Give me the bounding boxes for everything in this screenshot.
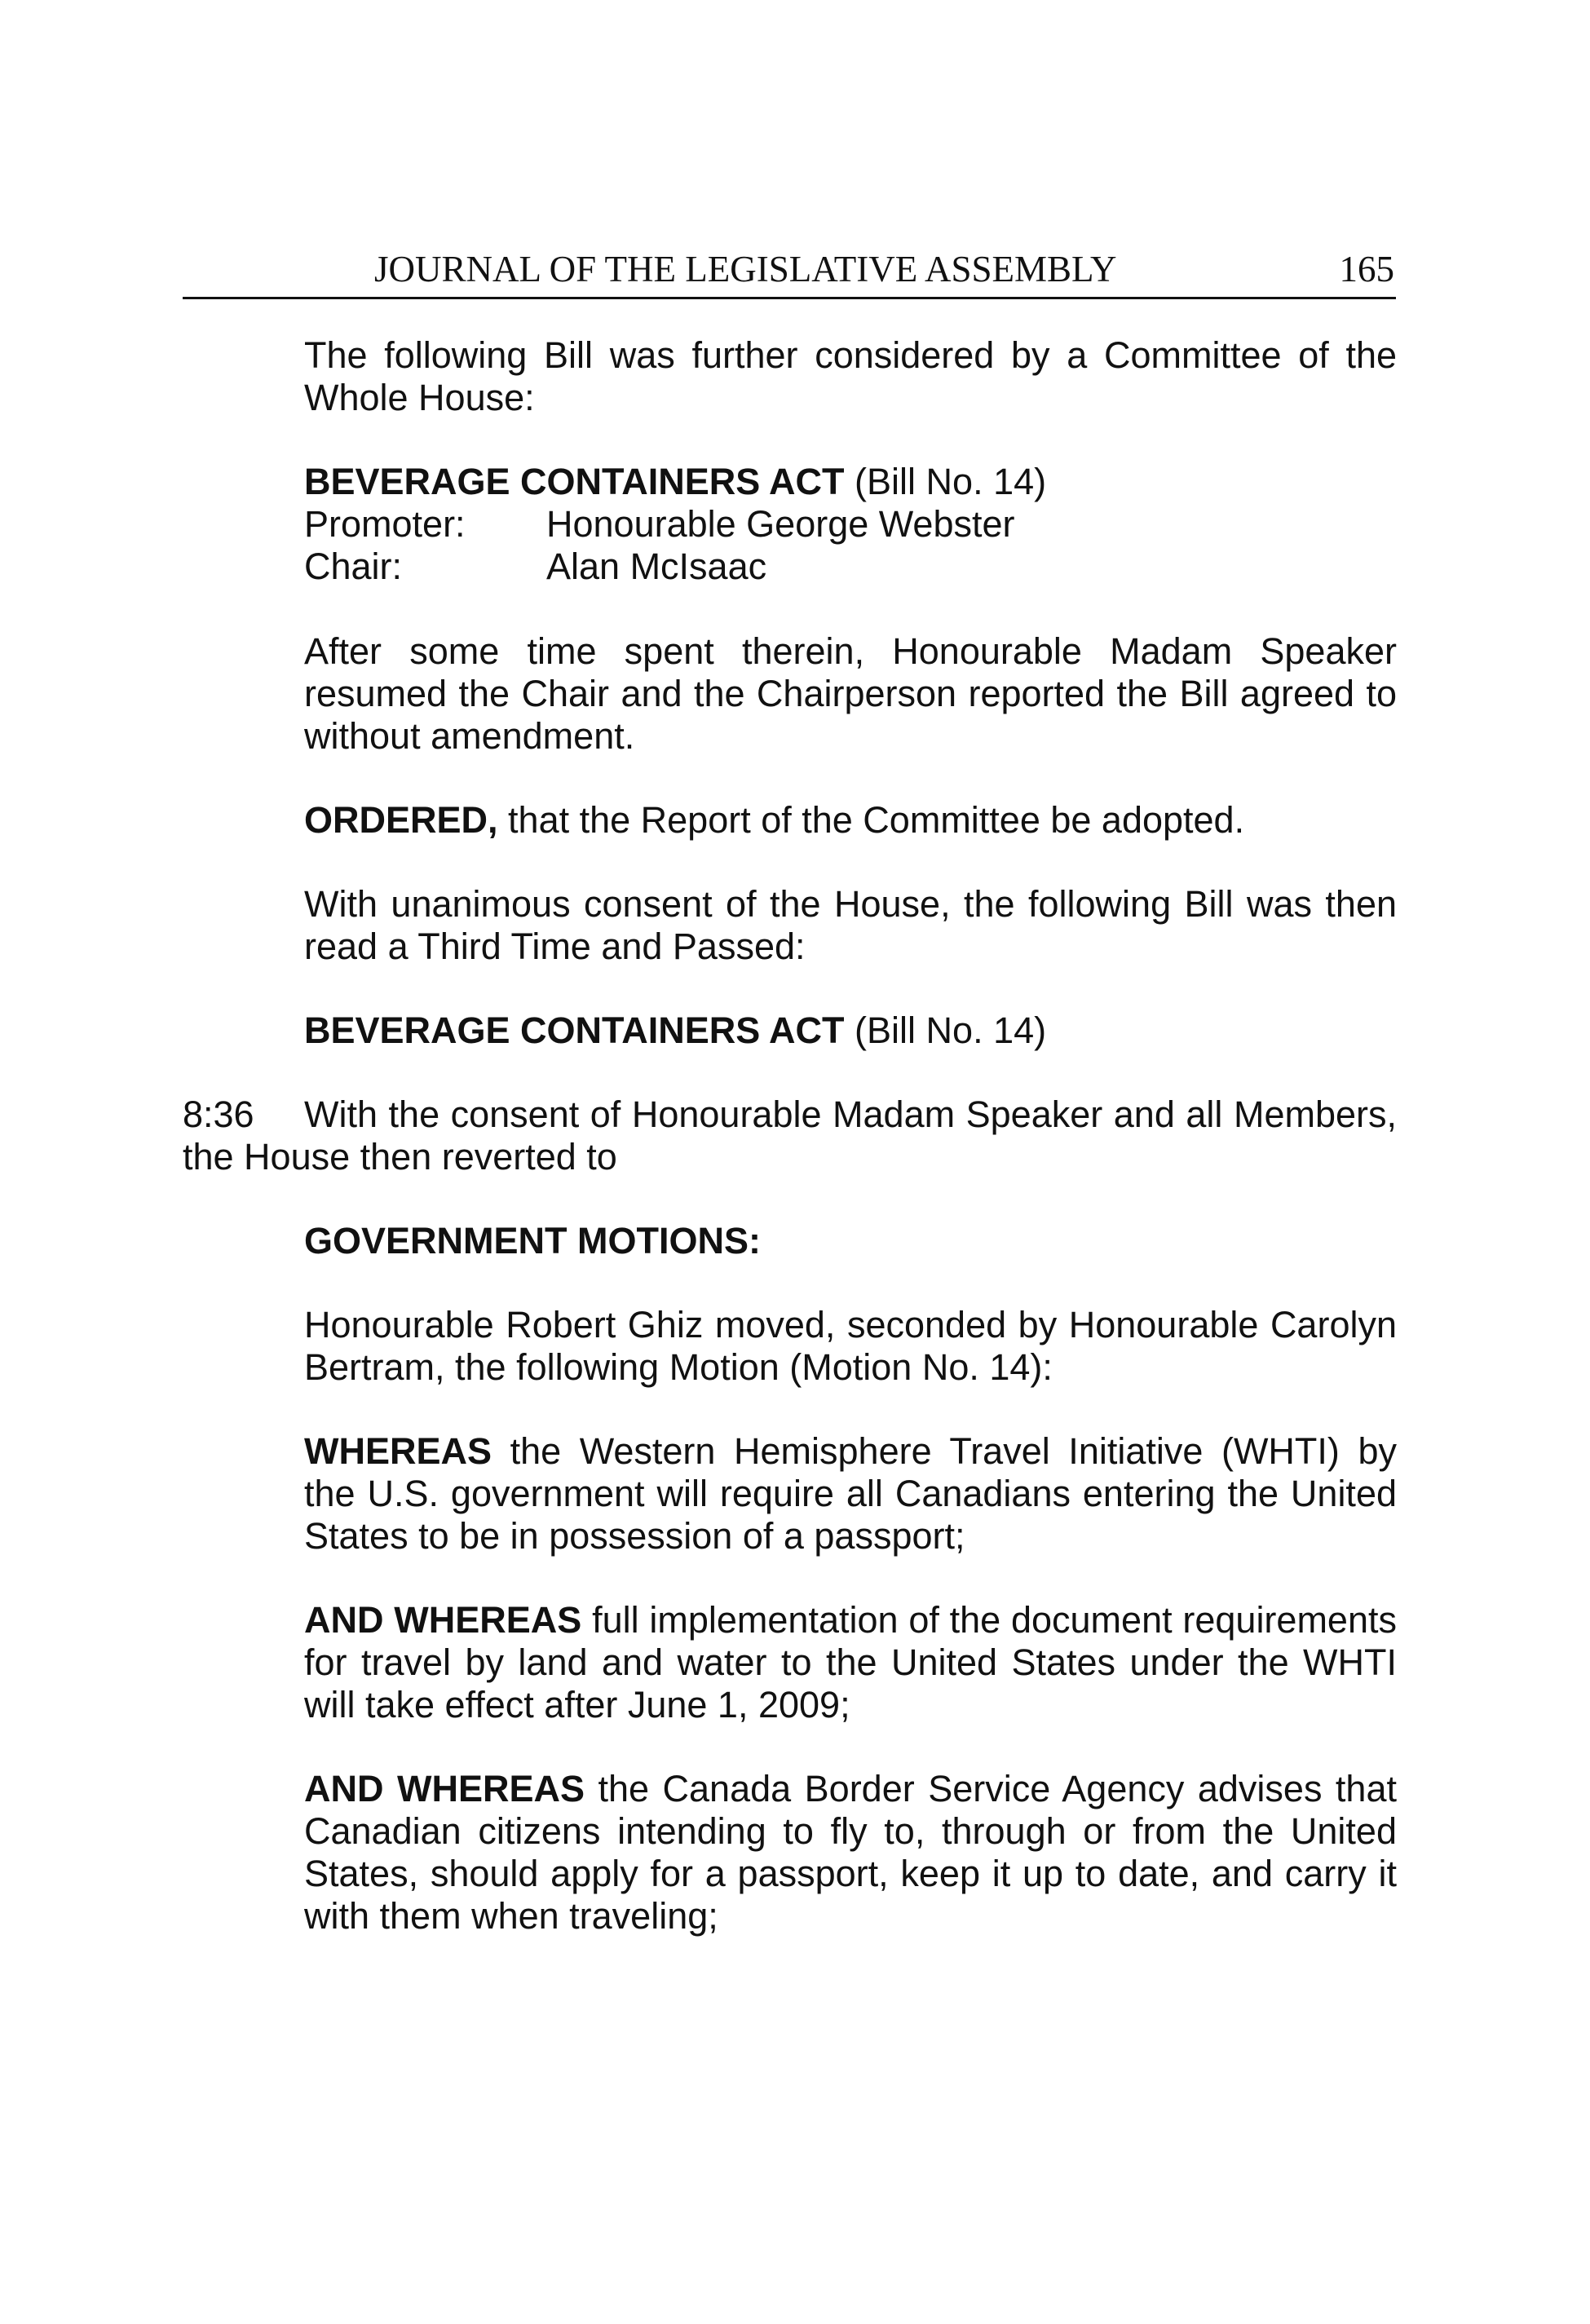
running-header: [183, 245, 1396, 299]
reversion-paragraph: [183, 1094, 1397, 1178]
whereas-keyword: WHEREAS: [304, 1430, 492, 1472]
reversion-text: With the consent of Honourable Madam Speaker and all Members, the House then reverted to: [183, 1094, 1397, 1177]
committee-report-paragraph: After some time spent therein, Honourable Madam Speaker resumed the Chair and the Chairperson reported the Bill agreed to without amendment.: [304, 630, 1397, 757]
whereas-text: the Western Hemisphere Travel Initiative (WHTI) by the U.S. government will require all Canadians entering the United States to be in possession of a passport;: [304, 1430, 1397, 1557]
bill-number: (Bill No. 14): [844, 461, 1047, 502]
ordered-paragraph: [304, 799, 1397, 842]
chair-name: Alan McIsaac: [546, 546, 767, 587]
bill-title: BEVERAGE CONTAINERS ACT: [304, 461, 845, 502]
time-stamp: 8:36: [183, 1094, 254, 1135]
whereas-text: full implementation of the document requirements for travel by land and water to the United States under the WHTI will take effect after June 1, 2009;: [304, 1599, 1397, 1725]
intro-paragraph: The following Bill was further considered by a Committee of the Whole House:: [304, 334, 1397, 418]
motion-intro-paragraph: Honourable Robert Ghiz moved, seconded by Honourable Carolyn Bertram, the following Motion (Motion No. 14):: [304, 1304, 1397, 1388]
ordered-text: that the Report of the Committee be adopted.: [497, 799, 1245, 841]
bill-number: (Bill No. 14): [844, 1010, 1047, 1051]
government-motions-heading: GOVERNMENT MOTIONS:: [304, 1220, 761, 1261]
whereas-clause: [304, 1768, 1397, 1937]
whereas-text: the Canada Border Service Agency advises that Canadian citizens intending to fly to, through or from the United States, should apply for a passport, keep it up to date, and carry it with them when traveling;: [304, 1768, 1397, 1937]
bill-passed-line: [304, 1010, 1397, 1052]
whereas-clause: [304, 1599, 1397, 1726]
ordered-keyword: ORDERED,: [304, 799, 498, 841]
bill-block: [304, 461, 1397, 588]
whereas-keyword: AND WHEREAS: [304, 1768, 585, 1809]
whereas-clause: [304, 1430, 1397, 1557]
whereas-keyword: AND WHEREAS: [304, 1599, 582, 1641]
promoter-label: Promoter:: [304, 503, 466, 545]
third-reading-paragraph: With unanimous consent of the House, the following Bill was then read a Third Time and Passed:: [304, 883, 1397, 967]
bill-title: BEVERAGE CONTAINERS ACT: [304, 1010, 845, 1051]
journal-title: JOURNAL OF THE LEGISLATIVE ASSEMBLY: [374, 249, 1117, 289]
promoter-name: Honourable George Webster: [546, 503, 1015, 545]
page-number: 165: [1339, 249, 1394, 289]
chair-label: Chair:: [304, 546, 403, 587]
